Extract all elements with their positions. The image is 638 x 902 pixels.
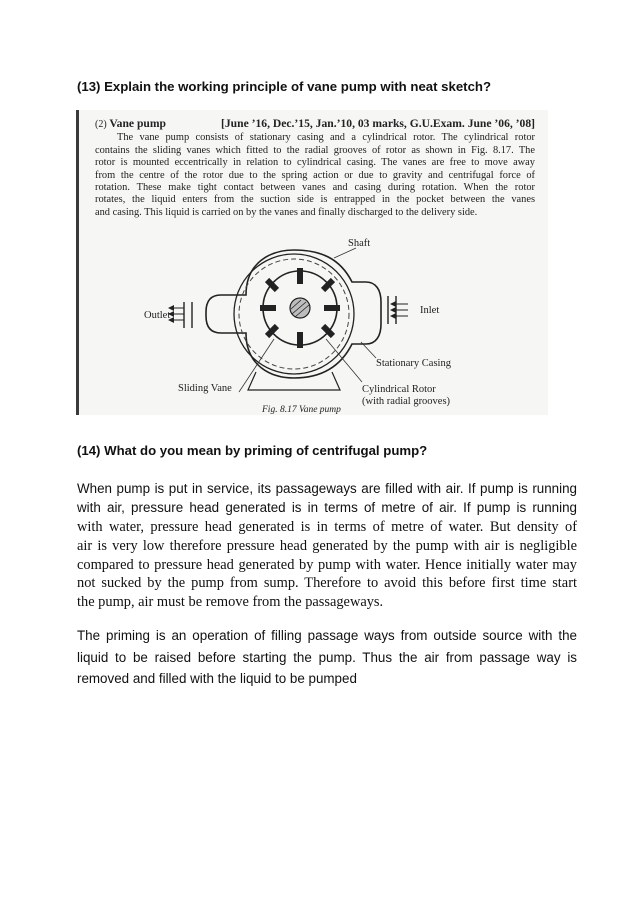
paragraph-line: air is very low therefore pressure head generated by the pump with air is negligible bbox=[77, 537, 577, 554]
shaft-label: Shaft bbox=[348, 238, 371, 249]
answer-paragraph-1 bbox=[77, 480, 577, 612]
textbook-line: and casing. This liquid is carried on by the vanes and finally discharged to the delivery side. bbox=[95, 206, 478, 218]
sliding-vane bbox=[324, 305, 340, 311]
shaft-leader bbox=[334, 248, 356, 258]
paragraph-line: not sucked by the pump from sump. Therefore to avoid this before first time start bbox=[77, 575, 577, 592]
inlet-label: Inlet bbox=[420, 305, 440, 316]
textbook-line: rotation. These make tight contact between vanes and casing during rotation. When the rotor bbox=[95, 182, 535, 194]
question-13-title: (13) Explain the working principle of vane pump with neat sketch? bbox=[77, 79, 492, 94]
question-14-title: (14) What do you mean by priming of centrifugal pump? bbox=[77, 443, 428, 458]
paragraph-line: removed and filled with the liquid to be pumped bbox=[77, 671, 357, 686]
textbook-exam-reference: [June ’16, Dec.’15, Jan.’10, 03 marks, G.U.Exam. June ’06, ’08] bbox=[221, 117, 535, 130]
paragraph-line: with air, pressure head generated is in terms of metre of air. If pump is running bbox=[77, 499, 577, 515]
inlet-port bbox=[388, 296, 408, 324]
textbook-scan bbox=[76, 110, 548, 415]
stationary-casing-label: Stationary Casing bbox=[376, 358, 451, 369]
paragraph-line: the pump, air must be remove from the passageways. bbox=[77, 594, 384, 611]
outlet-label: Outlet bbox=[144, 310, 171, 321]
textbook-line: rotates, the liquid enters from the suction side is entrapped in the pocket between the vanes bbox=[95, 194, 535, 206]
paragraph-line: The priming is an operation of filling passage ways from outside source with the bbox=[77, 628, 577, 643]
textbook-line: contains the sliding vanes which fitted to the radial grooves of rotor as shown in Fig. 8.17. The bbox=[95, 144, 535, 156]
textbook-line: The vane pump consists of stationary casing and a cylindrical rotor. The cylindrical rotor bbox=[117, 132, 535, 144]
paragraph-line: with water, pressure head generated is in terms of metre of water. But density of bbox=[77, 518, 577, 535]
pump-base bbox=[248, 372, 340, 390]
textbook-text bbox=[95, 118, 535, 219]
outlet-port bbox=[168, 302, 192, 328]
paragraph-line: When pump is put in service, its passageways are filled with air. If pump is running bbox=[77, 481, 577, 496]
paragraph-line: compared to pressure head generated by pump with water. Hence initially water may bbox=[77, 556, 577, 573]
radial-grooves-label: (with radial grooves) bbox=[362, 396, 451, 407]
paragraph-line: liquid to be raised before starting the pump. Thus the air from passage way is bbox=[77, 649, 577, 665]
textbook-line: rotor is mounted eccentrically in relation to cylindrical casing. The vanes are free to move away bbox=[95, 157, 535, 169]
textbook-heading bbox=[95, 118, 535, 131]
figure-caption: Fig. 8.17 Vane pump bbox=[262, 405, 341, 415]
cylindrical-rotor-label: Cylindrical Rotor bbox=[362, 384, 436, 395]
textbook-section-title: Vane pump bbox=[109, 117, 166, 130]
sliding-vane bbox=[260, 305, 276, 311]
sliding-vane bbox=[297, 332, 303, 348]
sliding-vane-label: Sliding Vane bbox=[178, 383, 232, 394]
textbook-line: from the centre of the rotor due to the spring action or due to gravity and centrifugal force of bbox=[95, 169, 535, 181]
sliding-vane bbox=[297, 268, 303, 284]
answer-paragraph-2 bbox=[77, 625, 577, 690]
textbook-section-number: (2) bbox=[95, 119, 107, 130]
vane-pump-figure bbox=[76, 232, 548, 415]
